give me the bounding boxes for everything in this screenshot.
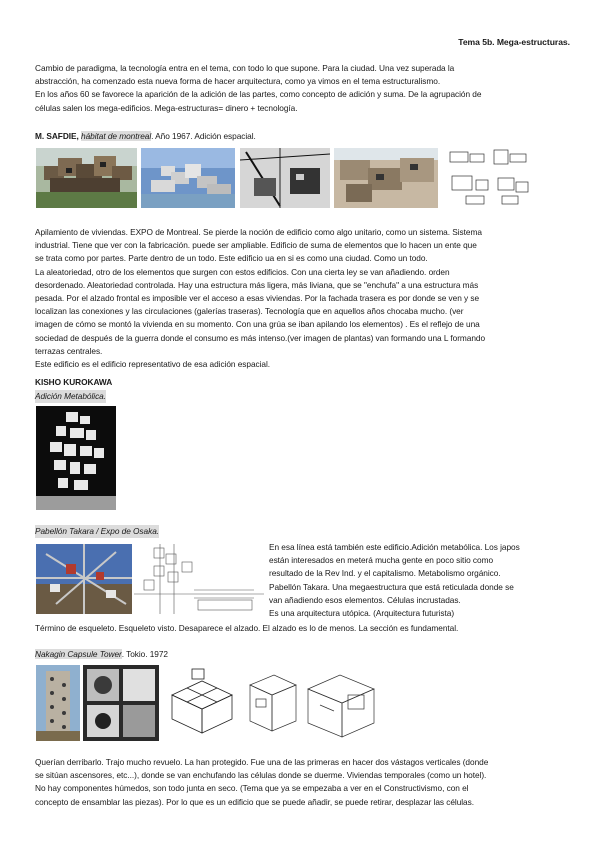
metabolic-model-photo: [36, 406, 116, 510]
text-line: industrial. Tiene que ver con la fabricación. puede ser ampliable. Edificio de suma de elementos que lo hacen un ente que: [35, 240, 477, 251]
nakagin-capsule-interior-photo: [83, 665, 159, 741]
text-line: Es una arquitectura utópica. (Arquitectura futurista): [269, 608, 455, 619]
text-line: células salen los mega-edificios. Mega-estructuras= dinero + tecnología.: [35, 102, 298, 113]
nakagin-axonometric-drawing: [162, 665, 242, 741]
text-line: Cambio de paradigma, la tecnología entra en el tema, con todo lo que supone. Para la ciudad. Una vez superada la: [35, 63, 455, 73]
safdie-heading: [35, 130, 256, 143]
text-line: Este edificio es el edificio representativo de esa adición espacial.: [35, 359, 271, 370]
metabolic-subtitle: Adición Metabólica.: [35, 390, 106, 403]
takara-full-line: Término de esqueleto. Esqueleto visto. Desaparece el alzado. El alzado es lo de menos. La sección es fundamental.: [35, 623, 459, 633]
takara-paragraph: [269, 541, 520, 620]
text-line: terrazas centrales.: [35, 345, 103, 356]
text-line: abstracción, ha comenzado esta nueva forma de hacer arquitectura, como ya vimos en el tema estructuralismo.: [35, 76, 441, 87]
takara-title: Pabellón Takara / Expo de Osaka.: [35, 525, 159, 538]
page-title: Tema 5b. Mega-estructuras.: [458, 37, 570, 47]
nakagin-title: Nakagin Capsule Tower: [35, 649, 122, 659]
text-line: Querían derribarlo. Trajo mucho revuelo. La han protegido. Fue una de las primeras en hacer dos vástagos verticales (donde: [35, 757, 489, 767]
text-line: se sitúan ascensores, etc...), donde se van enchufando las células donde se duerme. Viviendas temporales (como un hotel).: [35, 770, 487, 781]
text-line: localizan las conexiones y las circulaciones (galerías traseras). Tecnología que en aquellos años chocaba mucho. (ver: [35, 306, 464, 317]
author-name: M. SAFDIE,: [35, 131, 79, 141]
text-line: sociedad de después de la guerra donde el consumo es más intenso.(ver imagen de plantas) van formando una L formando: [35, 332, 486, 343]
heading-rest: . Año 1967. Adición espacial.: [151, 131, 256, 141]
text-line: En los años 60 se favorece la aparición de la adición de las partes, como concepto de adición y suma. De la agrupación de: [35, 89, 482, 100]
habitat-construction-photo: [240, 148, 330, 208]
nakagin-paragraph: [35, 756, 488, 809]
text-line: Pabellón Takara. Una megaestructura que está reticulada donde se: [269, 581, 514, 592]
takara-pavilion-photo: [36, 544, 132, 614]
nakagin-capsule-drawing-1: [244, 665, 300, 741]
text-line: imagen de cómo se montó la vivienda en su momento. Con una grúa se iban apilando los elementos) . Es el reflejo de una: [35, 319, 480, 330]
nakagin-heading: [35, 648, 168, 661]
text-line: resultado de la Rev Ind. y el capitalismo. Metabolismo orgánico.: [269, 568, 501, 579]
habitat-plans-drawing: [446, 148, 532, 208]
text-line: se trata como por partes. Parte dentro de un todo. Este edificio ua en si es como una ciudad. Como un todo.: [35, 253, 428, 264]
text-line: No hay componentes húmedos, son todo junta en seco. (Tema que ya se empezaba a ver en el Constructivismo, con el: [35, 783, 469, 794]
safdie-paragraph: [35, 226, 485, 371]
text-line: En esa línea está también este edificio.Adición metabólica. Los japos: [269, 542, 520, 552]
nakagin-tower-photo: [36, 665, 80, 741]
takara-section-drawing: [134, 544, 264, 614]
nakagin-rest: . Tokio. 1972: [121, 649, 168, 659]
habitat-photo-3: [334, 148, 438, 208]
intro-paragraph: [35, 62, 481, 115]
text-line: La aleatoriedad, otro de los elementos que surgen con estos edificios. Con una cierta ley se van añadiendo. orden: [35, 266, 450, 277]
text-line: van añadiendo esos elementos. Células incrustadas.: [269, 594, 461, 605]
nakagin-capsule-drawing-2: [300, 665, 380, 741]
habitat-photo-1: [36, 148, 137, 208]
text-line: desordenado. Aleatoriedad controlada. Hay una estructura más ligera, más liviana, que se "enchufa" a una estructura más: [35, 279, 479, 290]
project-name: hábitat de montreal: [81, 131, 152, 141]
text-line: concepto de ensamblar las piezas). Por lo que es un edificio que se puede añadir, se puede retirar, desplazar las células.: [35, 796, 474, 807]
text-line: están interesados en meterá mucha gente en poco sitio como: [269, 555, 494, 566]
text-line: Apilamiento de viviendas. EXPO de Montreal. Se pierde la noción de edificio como algo unitario, como un sistema. Sistema: [35, 227, 482, 237]
habitat-photo-2: [141, 148, 235, 208]
kurokawa-heading: KISHO KUROKAWA: [35, 377, 113, 387]
text-line: pesada. Por el alzado frontal es imposible ver el acceso a esas viviendas. Por la fachada trasera es por donde se ven y se: [35, 293, 480, 304]
